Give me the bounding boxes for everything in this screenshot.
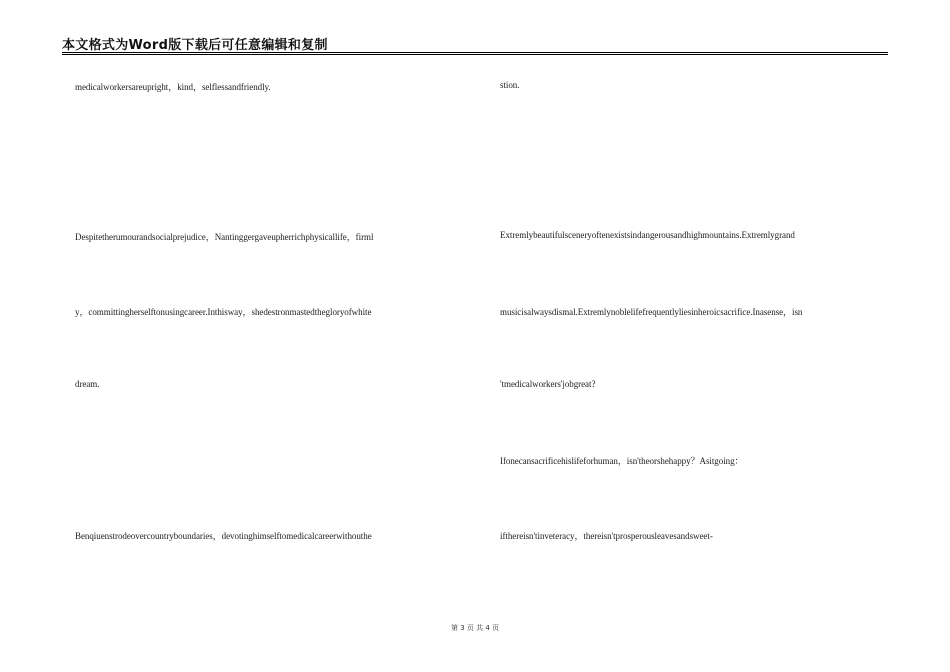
left-paragraph-line-4: dream. (75, 379, 100, 389)
right-paragraph-line-3: musicisalwaysdismal.Extremlynoblelifefrequentlyliesinheroicsacrifice.Inasense，isn (500, 307, 803, 317)
left-paragraph-line-3: y，committingherselftonusingcareer.Inthisway，shedestronmastedthegloryofwhite (75, 307, 372, 317)
left-paragraph-line-5: Benqiuenstrodeovercountryboundaries，devotinghimselftomedicalcareerwithouthe (75, 531, 372, 541)
right-paragraph-line-6: ifthereisn'tinveteracy，thereisn'tprosperousleavesandsweet- (500, 531, 713, 541)
right-paragraph-line-2: Extremlybeautifulsceneryoftenexistsindangerousandhighmountains.Extremlygrand (500, 230, 795, 240)
left-paragraph-line-1: medicalworkersareupright，kind，selflessandfriendly. (75, 82, 271, 92)
left-paragraph-line-2: Despitetherumourandsocialprejudice，Nantinggergaveupherrichphysicallife，firml (75, 232, 374, 242)
page-number-footer: 第 3 页 共 4 页 (450, 624, 500, 632)
right-paragraph-line-1: stion. (500, 80, 520, 90)
document-header-title: 本文格式为Word版下载后可任意编辑和复制 (62, 38, 328, 53)
header-divider (62, 52, 888, 55)
right-paragraph-line-4: 'tmedicalworkers'jobgreat? (500, 379, 596, 389)
right-paragraph-line-5: Ifonecansacrificehislifeforhuman，isn'theorshehappy？Asitgoing： (500, 456, 744, 466)
